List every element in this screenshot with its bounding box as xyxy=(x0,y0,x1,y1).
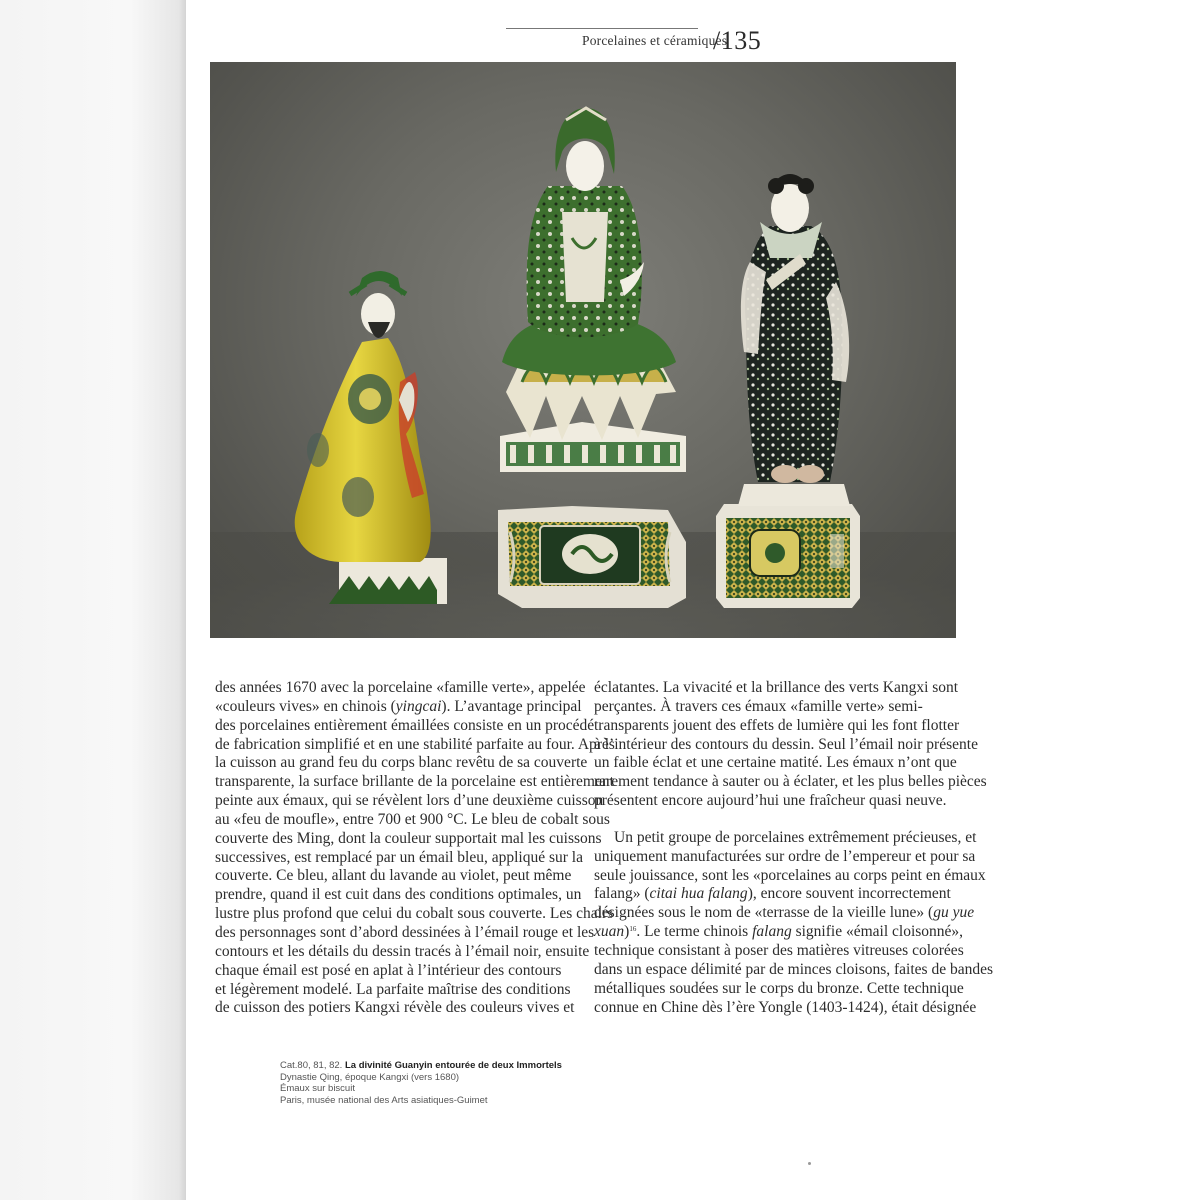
text-line: lustre plus profond que celui du cobalt sous couverte. Les chairs xyxy=(215,905,614,923)
body-text-left-column xyxy=(215,679,615,1018)
text-line: des années 1670 avec la porcelaine «famille verte», appelée xyxy=(215,679,586,696)
book-page xyxy=(186,0,1200,1200)
text-line: désignées sous le nom de «terrasse de la vieille lune» (gu yue xyxy=(594,904,975,922)
text-line: perçantes. À travers ces émaux «famille verte» semi- xyxy=(594,697,923,715)
figurines-photo xyxy=(210,62,956,638)
text-line: «couleurs vives» en chinois (yingcai). L’avantage principal xyxy=(215,697,582,715)
text-line: Un petit groupe de porcelaines extrêmement précieuses, et xyxy=(614,828,977,846)
text-line: la cuisson au grand feu du corps blanc revêtu de sa couverte xyxy=(215,754,588,772)
text-line: uniquement manufacturées sur ordre de l’empereur et pour sa xyxy=(594,847,976,865)
text-line: prendre, quand il est cuit dans des conditions optimales, un xyxy=(215,886,582,904)
text-line: au «feu de moufle», entre 700 et 900 °C. Le bleu de cobalt sous xyxy=(215,810,610,828)
text-line: transparents jouent des effets de lumière qui les font flotter xyxy=(594,716,960,734)
text-line: présentent encore aujourd’hui une fraîcheur quasi neuve. xyxy=(594,792,947,810)
caption-title-line xyxy=(280,1060,600,1072)
immortal-right-figurine xyxy=(716,174,860,608)
paragraph-gap xyxy=(594,811,966,829)
text-line: de fabrication simplifié et en une stabilité parfaite au four. Après xyxy=(215,735,615,753)
caption-line: Émaux sur biscuit xyxy=(280,1083,355,1095)
text-line: connue en Chine dès l’ère Yongle (1403-1424), était désignée xyxy=(594,998,977,1016)
caption-line: Dynastie Qing, époque Kangxi (vers 1680) xyxy=(280,1071,460,1083)
paper-speck xyxy=(808,1162,811,1165)
guanyin-figurine xyxy=(498,108,686,608)
book-binding-shadow xyxy=(0,0,186,1200)
text-line: xuan)$^{16}$. Le terme chinois falang signifie «émail cloisonné», xyxy=(594,923,964,941)
text-line: technique consistant à poser des matières vitreuses colorées xyxy=(594,941,964,959)
text-line: et légèrement modelé. La parfaite maîtrise des conditions xyxy=(215,980,571,998)
running-head-rule xyxy=(506,28,698,29)
photo-illustration xyxy=(210,62,956,638)
text-line: successives, est remplacé par un émail bleu, appliqué sur la xyxy=(215,848,583,866)
photo-caption xyxy=(280,1060,600,1106)
caption-catalog-ref: Cat.80, 81, 82. xyxy=(280,1060,343,1071)
text-line: rarement tendance à sauter ou à éclater, et les plus belles pièces xyxy=(594,773,987,791)
caption-title: La divinité Guanyin entourée de deux Immortels xyxy=(344,1060,562,1071)
text-line: transparente, la surface brillante de la porcelaine est entièrement xyxy=(215,773,614,791)
body-text-right-column xyxy=(594,679,993,1017)
running-title: Porcelaines et céramiques xyxy=(582,33,728,48)
text-line: de cuisson des potiers Kangxi révèle des couleurs vives et xyxy=(215,999,575,1017)
text-line: un faible éclat et une certaine matité. Les émaux n’ont que xyxy=(594,754,957,772)
page-number: /135 xyxy=(713,26,762,55)
footnote-ref: 16 xyxy=(629,925,637,934)
text-line: couverte. Ce bleu, allant du lavande au violet, peut même xyxy=(215,867,572,885)
text-line: peinte aux émaux, qui se révèlent lors d’une deuxième cuisson xyxy=(215,792,604,810)
text-line: des personnages sont d’abord dessinées à l’émail rouge et les xyxy=(215,923,595,941)
caption-line: Paris, musée national des Arts asiatiques-Guimet xyxy=(280,1094,488,1106)
text-line: chaque émail est posé en aplat à l’intérieur des contours xyxy=(215,961,562,979)
text-line: des porcelaines entièrement émaillées consiste en un procédé xyxy=(215,716,595,734)
text-line: dans un espace délimité par de minces cloisons, faites de bandes xyxy=(594,960,993,978)
text-line: couverte des Ming, dont la couleur supportait mal les cuissons xyxy=(215,829,602,847)
text-line: seule jouissance, sont les «porcelaines au corps peint en émaux xyxy=(594,866,986,884)
text-line: éclatantes. La vivacité et la brillance des verts Kangxi sont xyxy=(594,679,959,696)
text-line: falang» (citai hua falang), encore souvent incorrectement xyxy=(594,885,951,903)
text-line: contours et les détails du dessin tracés à l’émail noir, ensuite xyxy=(215,942,590,960)
text-line: métalliques soudées sur le corps du bronze. Cette technique xyxy=(594,979,964,997)
text-line: à l’intérieur des contours du dessin. Seul l’émail noir présente xyxy=(594,735,978,753)
immortal-left-figurine xyxy=(295,271,447,604)
